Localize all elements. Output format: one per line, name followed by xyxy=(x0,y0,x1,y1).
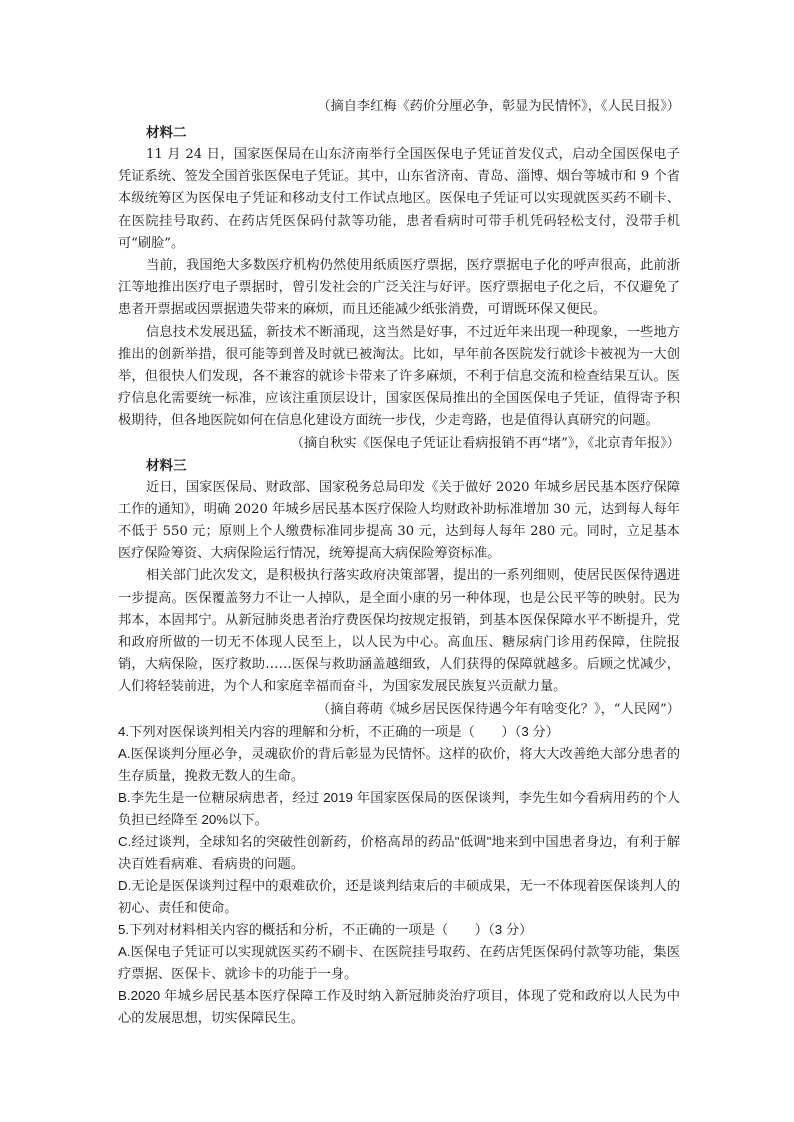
material-3-heading: 材料三 xyxy=(146,457,187,474)
question-4-option-d: D.无论是医保谈判过程中的艰难砍价，还是谈判结束后的丰硕成果，无一不体现着医保谈判人的初心、责任和使命。 xyxy=(118,877,680,915)
question-5-option-a: A.医保电子凭证可以实现就医买药不刷卡、在医院挂号取药、在药店凭医保码付款等功能，集医疗票据、医保卡、就诊卡的功能于一身。 xyxy=(118,943,680,981)
source-citation-1: （摘自李红梅《药价分厘必争，彰显为民情怀》，《人民日报》） xyxy=(317,99,680,114)
question-4-option-b: B.李先生是一位糖尿病患者，经过 2019 年国家医保局的医保谈判，李先生如今看病用药的个人负担已经降至 20%以下。 xyxy=(118,789,680,827)
material-3-paragraph: 近日，国家医保局、财政部、国家税务总局印发《关于做好 2020 年城乡居民基本医疗保障工作的通知》，明确 2020 年城乡居民基本医疗保险人均财政补助标准增加 30 元，达到每人每年不低于 550 元；原则上个人缴费标准同步提高 30 元，达到每人每年 280 元。同时，立足基本医疗保险筹资、大病保险运行情况，统筹提高大病保险筹资标准。 xyxy=(118,479,680,562)
source-citation-2: （摘自秋实《医保电子凭证让看病报销不再“堵”》，《北京青年报》） xyxy=(290,435,680,451)
material-2-paragraph: 当前，我国绝大多数医疗机构仍然使用纸质医疗票据，医疗票据电子化的呼声很高，此前浙江等地推出医疗电子票据时，曾引发社会的广泛关注与好评。医疗票据电子化之后，不仅避免了患者开票据或因票据遗失带来的麻烦，而且还能减少纸张消费，可谓既环保又便民。 xyxy=(118,258,680,318)
material-2-heading: 材料二 xyxy=(146,125,187,141)
material-2-paragraph: 信息技术发展迅猛，新技术不断涌现，这当然是好事，不过近年来出现一种现象，一些地方推出的创新举措，很可能等到普及时就已被淘汰。比如，早年前各医院发行就诊卡被视为一大创举，但很快人们发现，各不兼容的就诊卡带来了许多麻烦，不利于信息交流和检查结果互认。医疗信息化需要统一标准，应该注重顶层设计，国家医保局推出的全国医保电子凭证，值得寄予积极期待，但各地医院如何在信息化建设方面统一步伐，少走弯路，也是值得认真研究的问题。 xyxy=(118,324,680,429)
question-4-stem: 4.下列对医保谈判相关内容的理解和分析，不正确的一项是（ ）（3 分） xyxy=(118,723,560,739)
question-4-option-a: A.医保谈判分厘必争，灵魂砍价的背后彰显为民情怀。这样的砍价，将大大改善绝大部分患者的生存质量，挽救无数人的生命。 xyxy=(118,745,680,783)
question-5-option-b: B.2020 年城乡居民基本医疗保障工作及时纳入新冠肺炎治疗项目，体现了党和政府以人民为中心的发展思想，切实保障民生。 xyxy=(118,987,680,1025)
question-4-option-c: C.经过谈判，全球知名的突破性创新药，价格高昂的药品"低调"地来到中国患者身边，有利于解决百姓看病难、看病贵的问题。 xyxy=(118,833,680,871)
source-citation-3: （摘自蒋萌《城乡居民医保待遇今年有啥变化？》，“人民网”） xyxy=(317,701,680,717)
material-3-paragraph: 相关部门此次发文，是积极执行落实政府决策部署，提出的一系列细则，使居民医保待遇进一步提高。医保覆盖努力不让一人掉队，是全面小康的另一种体现，也是公民平等的映射。民为邦本，本固邦宁。从新冠肺炎患者治疗费医保均按规定报销，到基本医保保障水平不断提升，党和政府所做的一切无不体现人民至上，以人民为中心。高血压、糖尿病门诊用药保障，住院报销，大病保险，医疗救助……医保与救助涵盖越细致，人们获得的保障就越多。后顾之忧减少，人们将轻装前进，为个人和家庭幸福而奋斗，为国家发展民族复兴贡献力量。 xyxy=(118,568,680,695)
material-2-paragraph: 11 月 24 日，国家医保局在山东济南举行全国医保电子凭证首发仪式，启动全国医保电子凭证系统、签发全国首张医保电子凭证。其中，山东省济南、青岛、淄博、烟台等城市和 9 个省本级统筹区为医保电子凭证和移动支付工作试点地区。医保电子凭证可以实现就医买药不刷卡、在医院挂号取药、在药店凭医保码付款等功能，患者看病时可带手机凭码轻松支付，没带手机可“刷脸”。 xyxy=(118,147,680,251)
exam-page xyxy=(118,96,680,1029)
question-5-stem: 5.下列对材料相关内容的概括和分析，不正确的一项是（ ）（3 分） xyxy=(118,921,533,937)
